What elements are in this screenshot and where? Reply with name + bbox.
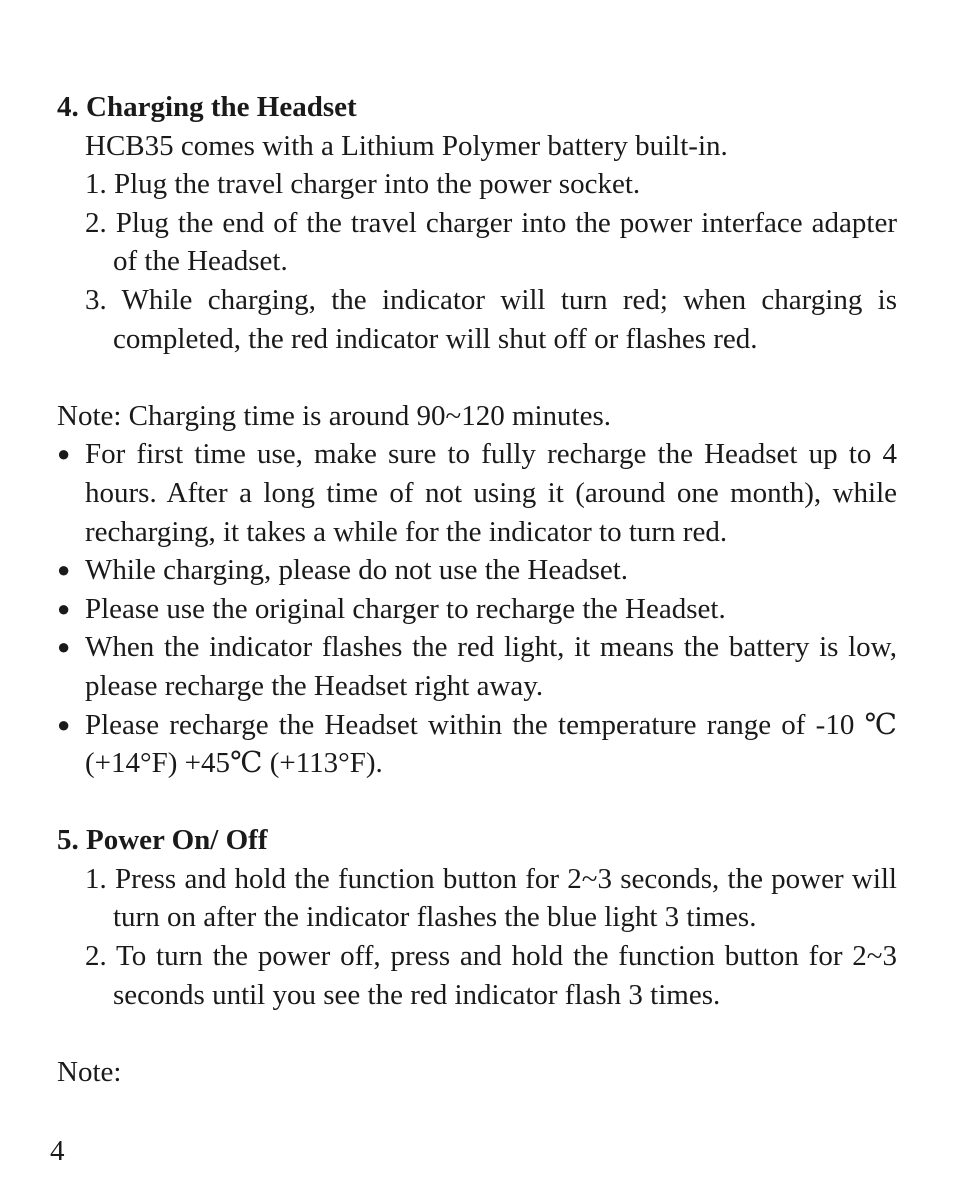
list-item: [57, 435, 897, 551]
list-item: [57, 590, 897, 629]
list-item: [57, 706, 897, 783]
power-step: 1. Press and hold the function button for 2~3 seconds, the power will turn on after the indicator flashes the blue light 3 times.: [85, 862, 897, 934]
charging-step: 1. Plug the travel charger into the power socket.: [85, 168, 641, 201]
charging-step: 3. While charging, the indicator will turn red; when charging is completed, the red indicator will shut off or flashes red.: [85, 283, 897, 355]
charging-step: 2. Plug the end of the travel charger into the power interface adapter of the Headset.: [85, 206, 897, 278]
power-step: 2. To turn the power off, press and hold the function button for 2~3 seconds until you see the red indicator flash 3 times.: [85, 940, 897, 1011]
bullet-icon: ●: [57, 634, 71, 660]
bullet-text: For first time use, make sure to fully recharge the Headset up to 4 hours. After a long time of not using it (around one month), while recharging, it takes a while for the indicator to turn red.: [85, 438, 897, 548]
bullet-icon: ●: [57, 711, 71, 737]
section-heading-charging: 4. Charging the Headset: [57, 91, 357, 123]
list-item: [57, 628, 897, 705]
power-note: Note:: [57, 1055, 122, 1088]
bullet-icon: ●: [57, 557, 71, 583]
bullet-icon: ●: [57, 595, 71, 621]
spacer: [57, 358, 897, 397]
spacer: [57, 783, 897, 822]
section-heading-power: 5. Power On/ Off: [57, 824, 268, 857]
document-page: [57, 88, 897, 1091]
spacer: [57, 1014, 897, 1053]
bullet-text: While charging, please do not use the Headset.: [85, 554, 629, 587]
section-intro: HCB35 comes with a Lithium Polymer battery built-in.: [85, 129, 728, 162]
bullet-icon: ●: [57, 441, 71, 467]
page-number: 4: [50, 1135, 65, 1167]
bullet-text: Please use the original charger to recharge the Headset.: [85, 592, 726, 625]
bullet-text: When the indicator flashes the red light, it means the battery is low, please recharge the Headset right away.: [85, 631, 897, 702]
bullet-text: Please recharge the Headset within the temperature range of -10 ℃ (+14°F) +45℃ (+113°F).: [85, 708, 897, 780]
list-item: [57, 551, 897, 590]
charging-time-note: Note: Charging time is around 90~120 minutes.: [57, 399, 612, 432]
